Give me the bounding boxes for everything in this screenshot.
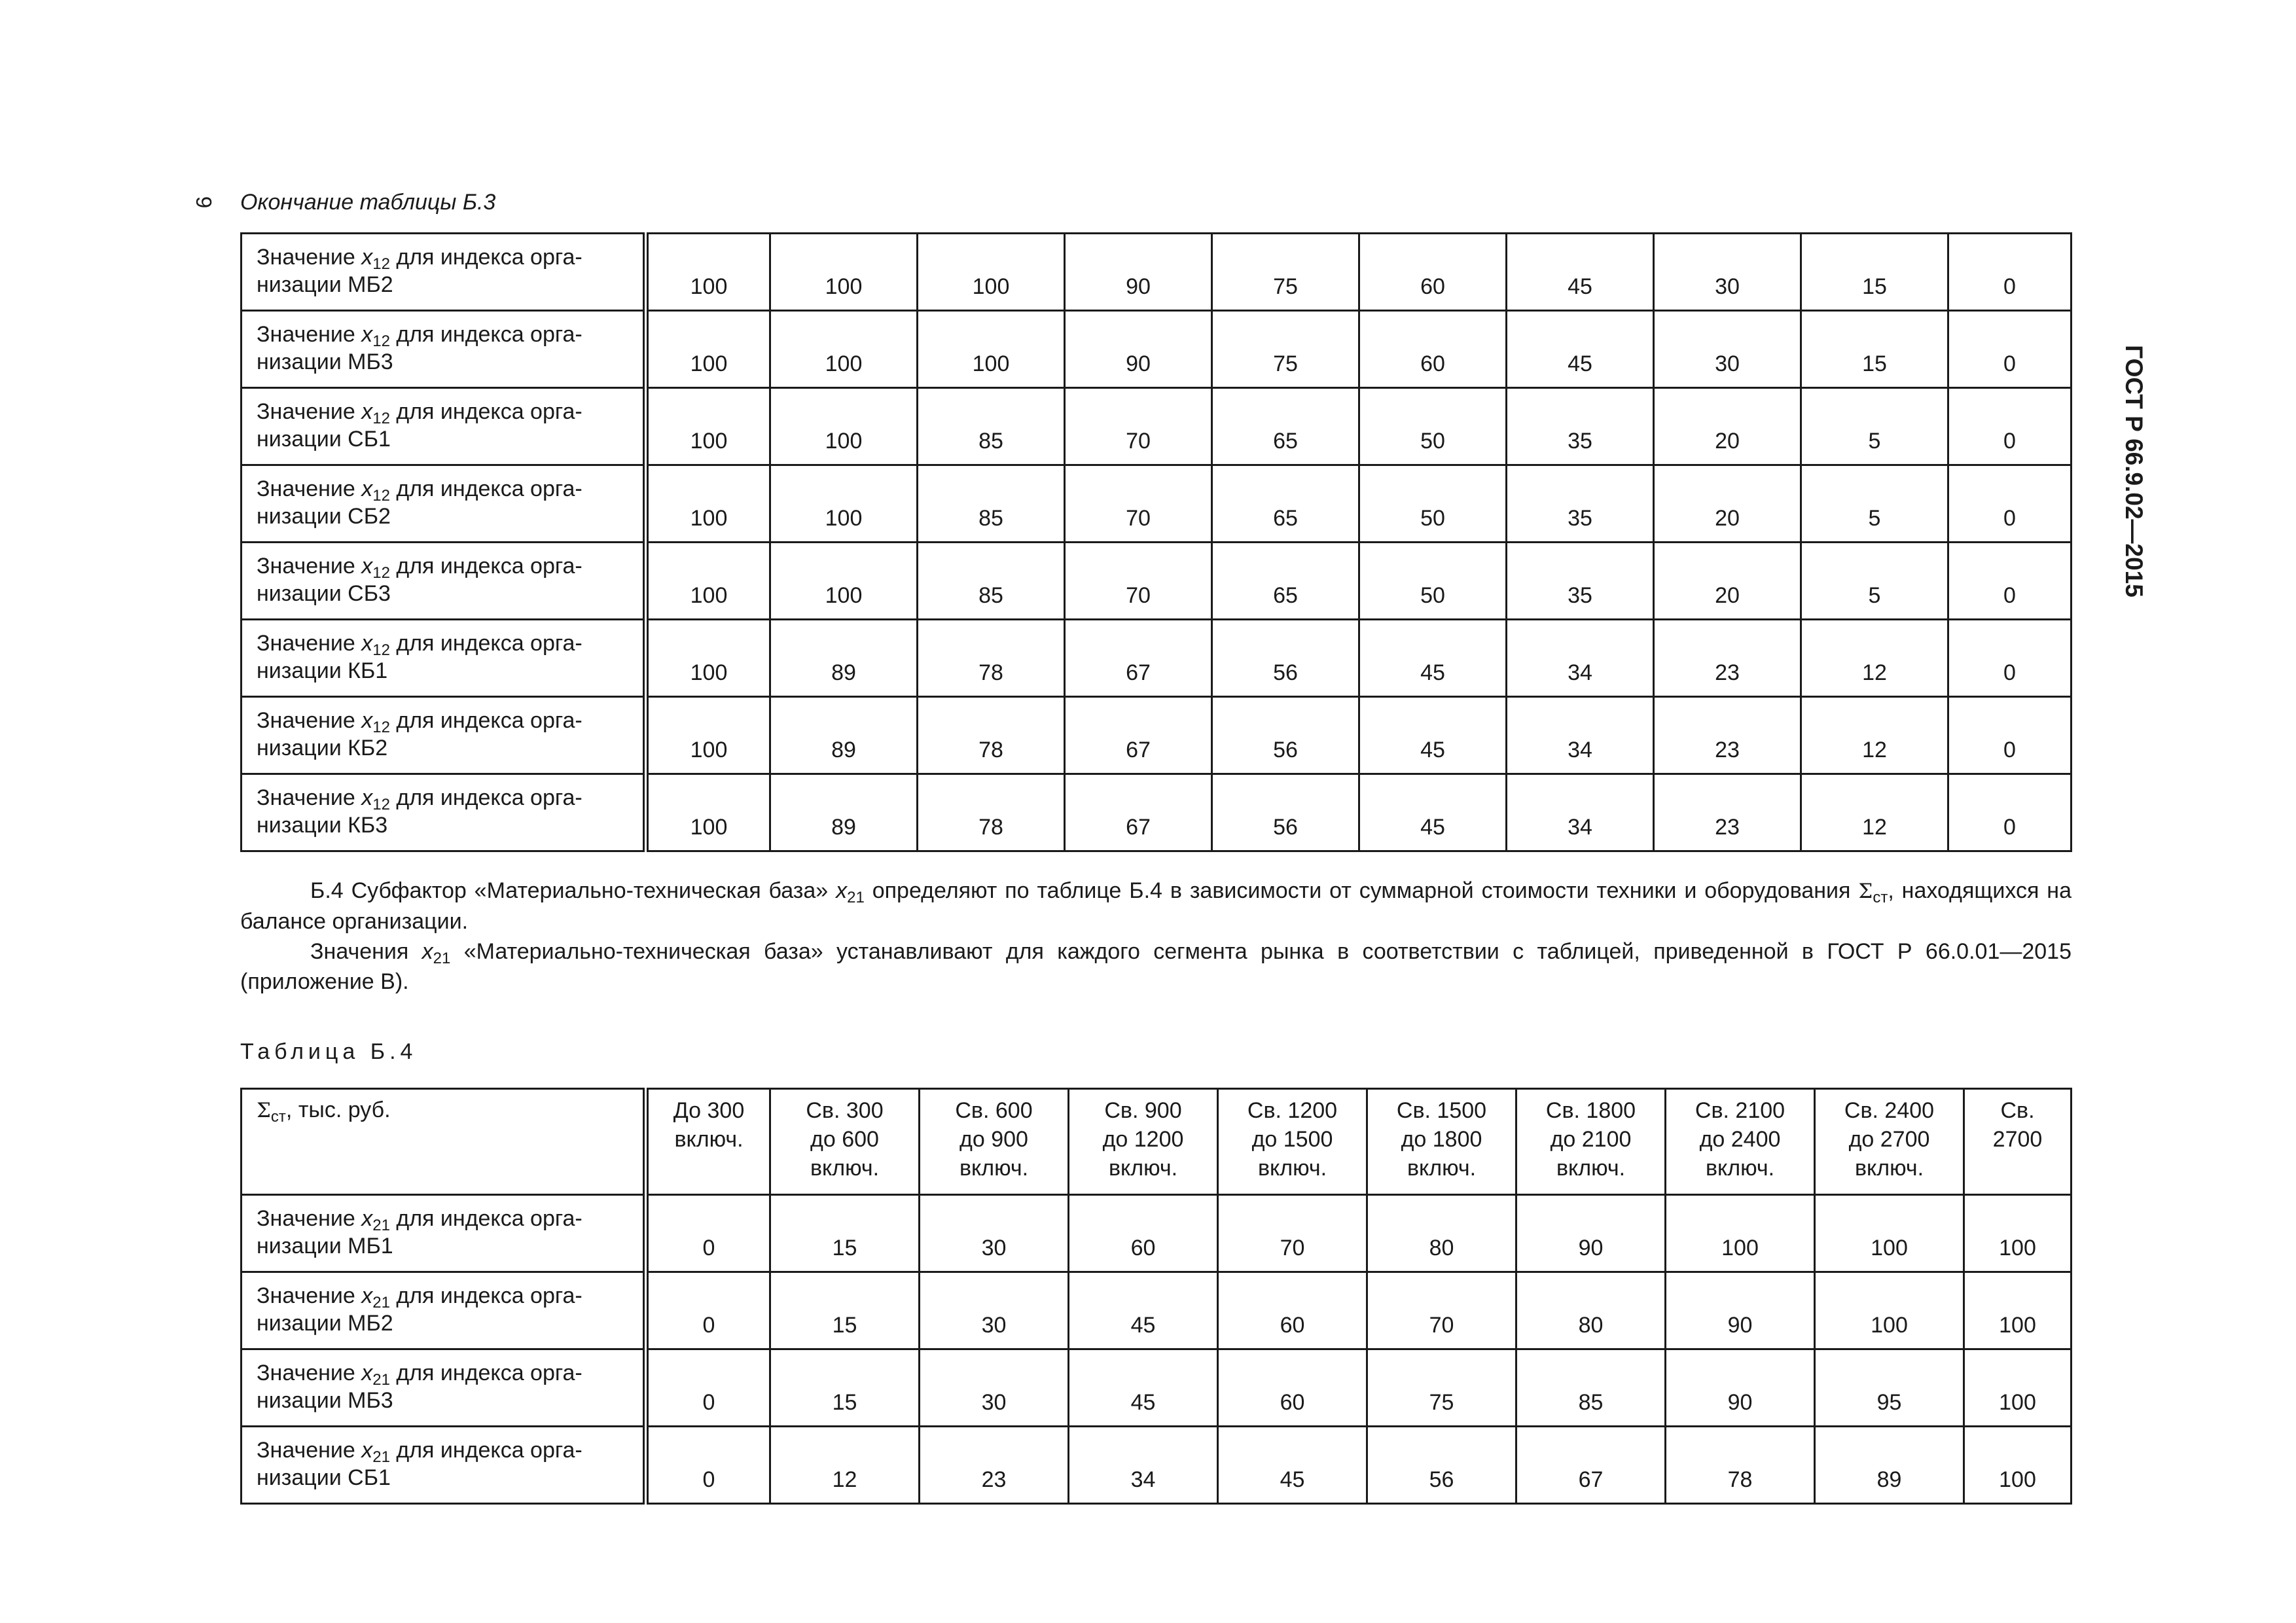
table-cell: 100 (646, 234, 770, 311)
table-cell: 23 (1654, 620, 1801, 697)
table-cell: 0 (1948, 465, 2072, 543)
row-label (242, 697, 646, 774)
table-cell: 34 (1069, 1427, 1218, 1504)
variable-x: x (361, 476, 373, 501)
table-cell: 78 (1666, 1427, 1815, 1504)
column-header-line-1: Св. 600 (955, 1098, 1033, 1123)
variable-x: x (361, 245, 373, 270)
table-cell: 60 (1069, 1195, 1218, 1272)
paragraph-values (240, 936, 2072, 997)
table-cell: 85 (918, 388, 1065, 465)
row-label-prefix: Значение (257, 476, 362, 501)
table-cell: 65 (1212, 543, 1359, 620)
column-header-line-2: до 1200 (1102, 1127, 1184, 1152)
column-header-line-3: включ. (810, 1156, 880, 1181)
row-label-suffix: для индекса орга- (389, 322, 583, 347)
row-label-line-2: низации СБ2 (257, 504, 391, 529)
row-label-prefix: Значение (257, 554, 362, 579)
table-b3 (240, 232, 2072, 852)
table-cell: 15 (770, 1349, 920, 1427)
table-cell: 30 (920, 1349, 1069, 1427)
row-label-suffix: для индекса орга- (389, 1283, 583, 1308)
table-cell: 5 (1801, 388, 1948, 465)
variable-subscript: 21 (372, 1448, 390, 1466)
column-header-line-3: включ. (1556, 1156, 1626, 1181)
table-cell: 23 (920, 1427, 1069, 1504)
page-number: 9 (192, 196, 217, 209)
row-label-suffix: для индекса орга- (389, 399, 583, 424)
variable-subscript: 12 (372, 255, 390, 273)
table-cell: 100 (646, 697, 770, 774)
table-cell: 0 (1948, 774, 2072, 851)
table-cell: 85 (918, 465, 1065, 543)
table-cell: 0 (1948, 234, 2072, 311)
table-cell: 34 (1507, 774, 1654, 851)
variable-subscript: 12 (372, 487, 390, 505)
table-cell: 90 (1065, 234, 1212, 311)
row-label (242, 1349, 646, 1427)
table-cell: 100 (1964, 1427, 2072, 1504)
table-cell: 67 (1516, 1427, 1666, 1504)
table-cell: 50 (1359, 543, 1507, 620)
paragraph-b4-part-2: определяют по таблице Б.4 в зависимости от суммарной стоимости техники и оборудования (864, 878, 1859, 903)
table-b4-title: Таблица Б.4 (240, 1039, 418, 1064)
table-cell: 5 (1801, 543, 1948, 620)
table-cell: 75 (1212, 234, 1359, 311)
row-label (242, 543, 646, 620)
table-cell: 50 (1359, 465, 1507, 543)
column-header-line-3: включ. (1854, 1156, 1924, 1181)
table-cell: 12 (1801, 697, 1948, 774)
table-cell: 60 (1359, 311, 1507, 388)
table-cell: 56 (1212, 697, 1359, 774)
column-header-line-1: Св. 1800 (1545, 1098, 1636, 1123)
table-row (242, 1349, 2072, 1427)
row-label-line-1 (257, 1282, 632, 1310)
row-label-prefix: Значение (257, 1361, 362, 1385)
column-header-line-2: до 2100 (1550, 1127, 1632, 1152)
row-label-prefix: Значение (257, 708, 362, 733)
sigma-subscript: ст (270, 1108, 286, 1126)
row-label-prefix: Значение (257, 1438, 362, 1463)
row-label-prefix: Значение (257, 631, 362, 656)
row-label (242, 311, 646, 388)
column-header (770, 1089, 920, 1195)
row-label (242, 774, 646, 851)
row-label-line-1 (257, 398, 632, 425)
table-b4-header-label (242, 1089, 646, 1195)
table-cell: 90 (1666, 1272, 1815, 1349)
column-header-line-2: до 1500 (1251, 1127, 1333, 1152)
column-header-line-2: 2700 (1992, 1127, 2043, 1152)
table-cell: 60 (1218, 1272, 1367, 1349)
table-cell: 23 (1654, 697, 1801, 774)
table-cell: 89 (1815, 1427, 1964, 1504)
column-header (1666, 1089, 1815, 1195)
table-cell: 70 (1065, 465, 1212, 543)
table-cell: 65 (1212, 465, 1359, 543)
row-label (242, 465, 646, 543)
table-cell: 20 (1654, 388, 1801, 465)
row-label (242, 234, 646, 311)
table-cell: 100 (1964, 1349, 2072, 1427)
column-header-line-1: Св. 1200 (1247, 1098, 1338, 1123)
table-cell: 23 (1654, 774, 1801, 851)
table-b4 (240, 1088, 2072, 1505)
row-label-line-2: низации СБ3 (257, 581, 391, 606)
table-cell: 45 (1507, 234, 1654, 311)
table-cell: 30 (1654, 311, 1801, 388)
table-cell: 0 (1948, 388, 2072, 465)
column-header (1069, 1089, 1218, 1195)
table-row (242, 543, 2072, 620)
table-cell: 100 (770, 543, 918, 620)
table-cell: 56 (1367, 1427, 1516, 1504)
row-label-prefix: Значение (257, 1206, 362, 1231)
column-header (1218, 1089, 1367, 1195)
row-label-prefix: Значение (257, 399, 362, 424)
document-code: ГОСТ Р 66.9.02—2015 (2121, 345, 2147, 597)
row-label-suffix: для индекса орга- (389, 785, 583, 810)
table-cell: 45 (1507, 311, 1654, 388)
table-cell: 78 (918, 774, 1065, 851)
paragraph-b4-part-3: , находящихся на балансе организации. (240, 878, 2072, 934)
table-cell: 0 (1948, 543, 2072, 620)
table-row (242, 234, 2072, 311)
variable-subscript: 21 (372, 1371, 390, 1389)
row-label-prefix: Значение (257, 1283, 362, 1308)
table-cell: 85 (918, 543, 1065, 620)
variable-x: x (361, 1206, 373, 1231)
table-cell: 56 (1212, 774, 1359, 851)
table-cell: 30 (920, 1272, 1069, 1349)
table-cell: 67 (1065, 620, 1212, 697)
row-label-line-2: низации КБ3 (257, 813, 388, 838)
table-cell: 45 (1359, 620, 1507, 697)
column-header-line-3: включ. (1108, 1156, 1178, 1181)
variable-x: x (361, 399, 373, 424)
variable-subscript: 12 (372, 796, 390, 813)
table-cell: 70 (1218, 1195, 1367, 1272)
variable-subscript: 12 (372, 332, 390, 350)
row-label-line-1 (257, 1436, 632, 1464)
row-label-prefix: Значение (257, 322, 362, 347)
variable-subscript: 12 (372, 564, 390, 582)
column-header-line-1: Св. 900 (1104, 1098, 1182, 1123)
sigma-subscript: ст (1873, 889, 1888, 906)
table-cell: 60 (1218, 1349, 1367, 1427)
row-label-line-1 (257, 630, 632, 657)
table-cell: 12 (1801, 620, 1948, 697)
row-label (242, 1272, 646, 1349)
table-cell: 67 (1065, 697, 1212, 774)
table-cell: 12 (770, 1427, 920, 1504)
table-cell: 45 (1069, 1272, 1218, 1349)
table-cell: 0 (1948, 697, 2072, 774)
table-cell: 85 (1516, 1349, 1666, 1427)
column-header-line-1: До 300 (673, 1098, 745, 1123)
column-header-line-3: включ. (959, 1156, 1029, 1181)
table-row (242, 465, 2072, 543)
table-cell: 56 (1212, 620, 1359, 697)
table-row (242, 697, 2072, 774)
row-label-line-1 (257, 321, 632, 348)
column-header-line-3: включ. (1705, 1156, 1775, 1181)
table-row (242, 774, 2072, 851)
row-label (242, 388, 646, 465)
table-cell: 0 (646, 1272, 770, 1349)
table-cell: 20 (1654, 543, 1801, 620)
table-cell: 45 (1069, 1349, 1218, 1427)
table-cell: 75 (1367, 1349, 1516, 1427)
row-label-line-2: низации МБ3 (257, 1388, 393, 1413)
table-cell: 100 (770, 234, 918, 311)
table-cell: 60 (1359, 234, 1507, 311)
column-header (646, 1089, 770, 1195)
table-cell: 78 (918, 697, 1065, 774)
row-label-line-2: низации МБ2 (257, 1311, 393, 1336)
table-cell: 50 (1359, 388, 1507, 465)
row-label-line-1 (257, 784, 632, 812)
column-header-line-2: до 900 (960, 1127, 1028, 1152)
table-cell: 78 (918, 620, 1065, 697)
table-cell: 67 (1065, 774, 1212, 851)
table-cell: 100 (646, 311, 770, 388)
row-label-suffix: для индекса орга- (389, 245, 583, 270)
table-cell: 70 (1367, 1272, 1516, 1349)
table-cell: 0 (1948, 311, 2072, 388)
variable-x: x (361, 322, 373, 347)
table-cell: 0 (646, 1427, 770, 1504)
row-label-line-2: низации МБ3 (257, 349, 393, 374)
column-header-line-2: до 2400 (1699, 1127, 1781, 1152)
variable-x: x (361, 708, 373, 733)
variable-x: x (361, 1438, 373, 1463)
table-cell: 70 (1065, 388, 1212, 465)
table-cell: 90 (1666, 1349, 1815, 1427)
table-cell: 65 (1212, 388, 1359, 465)
row-label-suffix: для индекса орга- (389, 1206, 583, 1231)
table-cell: 45 (1359, 697, 1507, 774)
table-row (242, 1195, 2072, 1272)
variable-subscript: 12 (372, 719, 390, 736)
paragraph-values-part-1: Значения (310, 939, 422, 964)
variable-x: x (361, 785, 373, 810)
variable-subscript: 12 (372, 641, 390, 659)
table-row (242, 1427, 2072, 1504)
table-cell: 35 (1507, 465, 1654, 543)
table-cell: 89 (770, 697, 918, 774)
table-cell: 100 (1964, 1272, 2072, 1349)
table-row (242, 388, 2072, 465)
table-cell: 100 (918, 311, 1065, 388)
paragraph-values-part-2: «Материально-техническая база» устанавливают для каждого сегмента рынка в соответствии с таблицей, приведенной в ГОСТ Р 66.0.01—2015 (приложение В). (240, 939, 2072, 994)
table-cell: 0 (646, 1195, 770, 1272)
paragraph-b4 (240, 876, 2072, 936)
table-cell: 100 (646, 465, 770, 543)
table-cell: 100 (770, 311, 918, 388)
table-cell: 5 (1801, 465, 1948, 543)
table-cell: 15 (770, 1272, 920, 1349)
table-cell: 100 (918, 234, 1065, 311)
table-cell: 100 (770, 388, 918, 465)
table-cell: 15 (770, 1195, 920, 1272)
variable-subscript: 12 (372, 410, 390, 427)
column-header-line-1: Св. 2100 (1695, 1098, 1785, 1123)
row-label-line-2: низации МБ2 (257, 272, 393, 297)
table-cell: 90 (1516, 1195, 1666, 1272)
row-label (242, 1427, 646, 1504)
variable-x: x (836, 878, 848, 903)
sigma-symbol: Σ (257, 1099, 271, 1122)
row-label-line-1 (257, 243, 632, 271)
table-cell: 12 (1801, 774, 1948, 851)
table-cell: 34 (1507, 620, 1654, 697)
column-header (1516, 1089, 1666, 1195)
table-cell: 100 (1815, 1195, 1964, 1272)
column-header-line-2: до 2700 (1848, 1127, 1930, 1152)
header-unit: , тыс. руб. (285, 1097, 391, 1122)
table-cell: 15 (1801, 234, 1948, 311)
table-cell: 45 (1218, 1427, 1367, 1504)
row-label-prefix: Значение (257, 245, 362, 270)
table-cell: 34 (1507, 697, 1654, 774)
row-label-suffix: для индекса орга- (389, 476, 583, 501)
row-label-line-2: низации КБ1 (257, 658, 388, 683)
table-cell: 90 (1065, 311, 1212, 388)
table-cell: 45 (1359, 774, 1507, 851)
table-cell: 100 (646, 388, 770, 465)
column-header-line-2: включ. (674, 1127, 744, 1152)
variable-subscript: 21 (433, 950, 451, 967)
table-cell: 100 (1815, 1272, 1964, 1349)
table-cell: 35 (1507, 388, 1654, 465)
row-label-prefix: Значение (257, 785, 362, 810)
table-cell: 89 (770, 774, 918, 851)
row-label-suffix: для индекса орга- (389, 631, 583, 656)
table-cell: 0 (646, 1349, 770, 1427)
table-cell: 89 (770, 620, 918, 697)
variable-x: x (361, 1283, 373, 1308)
variable-x: x (361, 631, 373, 656)
paragraph-b4-part-1: Б.4 Субфактор «Материально-техническая база» (310, 878, 836, 903)
column-header-line-3: включ. (1407, 1156, 1477, 1181)
table-cell: 35 (1507, 543, 1654, 620)
variable-x: x (361, 554, 373, 579)
column-header-line-1: Св. (2000, 1098, 2035, 1123)
row-label-suffix: для индекса орга- (389, 554, 583, 579)
column-header (1815, 1089, 1964, 1195)
row-label-line-2: низации СБ1 (257, 427, 391, 452)
table-cell: 100 (1964, 1195, 2072, 1272)
table-row (242, 620, 2072, 697)
row-label-suffix: для индекса орга- (389, 1361, 583, 1385)
row-label (242, 1195, 646, 1272)
column-header-line-1: Св. 2400 (1844, 1098, 1935, 1123)
table-cell: 100 (646, 774, 770, 851)
table-row (242, 1272, 2072, 1349)
table-cell: 80 (1367, 1195, 1516, 1272)
variable-subscript: 21 (847, 889, 865, 906)
variable-subscript: 21 (372, 1294, 390, 1311)
table-cell: 95 (1815, 1349, 1964, 1427)
column-header-line-2: до 600 (810, 1127, 879, 1152)
table-cell: 100 (1666, 1195, 1815, 1272)
row-label-line-1 (257, 1205, 632, 1232)
row-label-line-2: низации КБ2 (257, 736, 388, 760)
variable-x: x (361, 1361, 373, 1385)
table-cell: 80 (1516, 1272, 1666, 1349)
row-label-suffix: для индекса орга- (389, 708, 583, 733)
row-label-line-1 (257, 707, 632, 734)
row-label (242, 620, 646, 697)
variable-subscript: 21 (372, 1217, 390, 1234)
table-cell: 70 (1065, 543, 1212, 620)
table-row (242, 311, 2072, 388)
body-text (240, 876, 2072, 997)
column-header (920, 1089, 1069, 1195)
row-label-line-2: низации МБ1 (257, 1234, 393, 1258)
table-b3-caption: Окончание таблицы Б.3 (240, 190, 496, 215)
column-header-line-2: до 1800 (1401, 1127, 1482, 1152)
row-label-line-1 (257, 1359, 632, 1387)
table-cell: 100 (646, 620, 770, 697)
sigma-symbol: Σ (1858, 880, 1873, 903)
table-cell: 15 (1801, 311, 1948, 388)
variable-x: x (422, 939, 433, 964)
column-header (1367, 1089, 1516, 1195)
row-label-line-1 (257, 552, 632, 580)
table-cell: 75 (1212, 311, 1359, 388)
table-cell: 20 (1654, 465, 1801, 543)
table-cell: 100 (770, 465, 918, 543)
table-cell: 100 (646, 543, 770, 620)
row-label-line-2: низации СБ1 (257, 1465, 391, 1490)
table-cell: 30 (1654, 234, 1801, 311)
column-header (1964, 1089, 2072, 1195)
table-cell: 0 (1948, 620, 2072, 697)
table-cell: 30 (920, 1195, 1069, 1272)
row-label-line-1 (257, 475, 632, 503)
column-header-line-1: Св. 1500 (1396, 1098, 1487, 1123)
column-header-line-1: Св. 300 (806, 1098, 884, 1123)
column-header-line-3: включ. (1257, 1156, 1327, 1181)
row-label-suffix: для индекса орга- (389, 1438, 583, 1463)
